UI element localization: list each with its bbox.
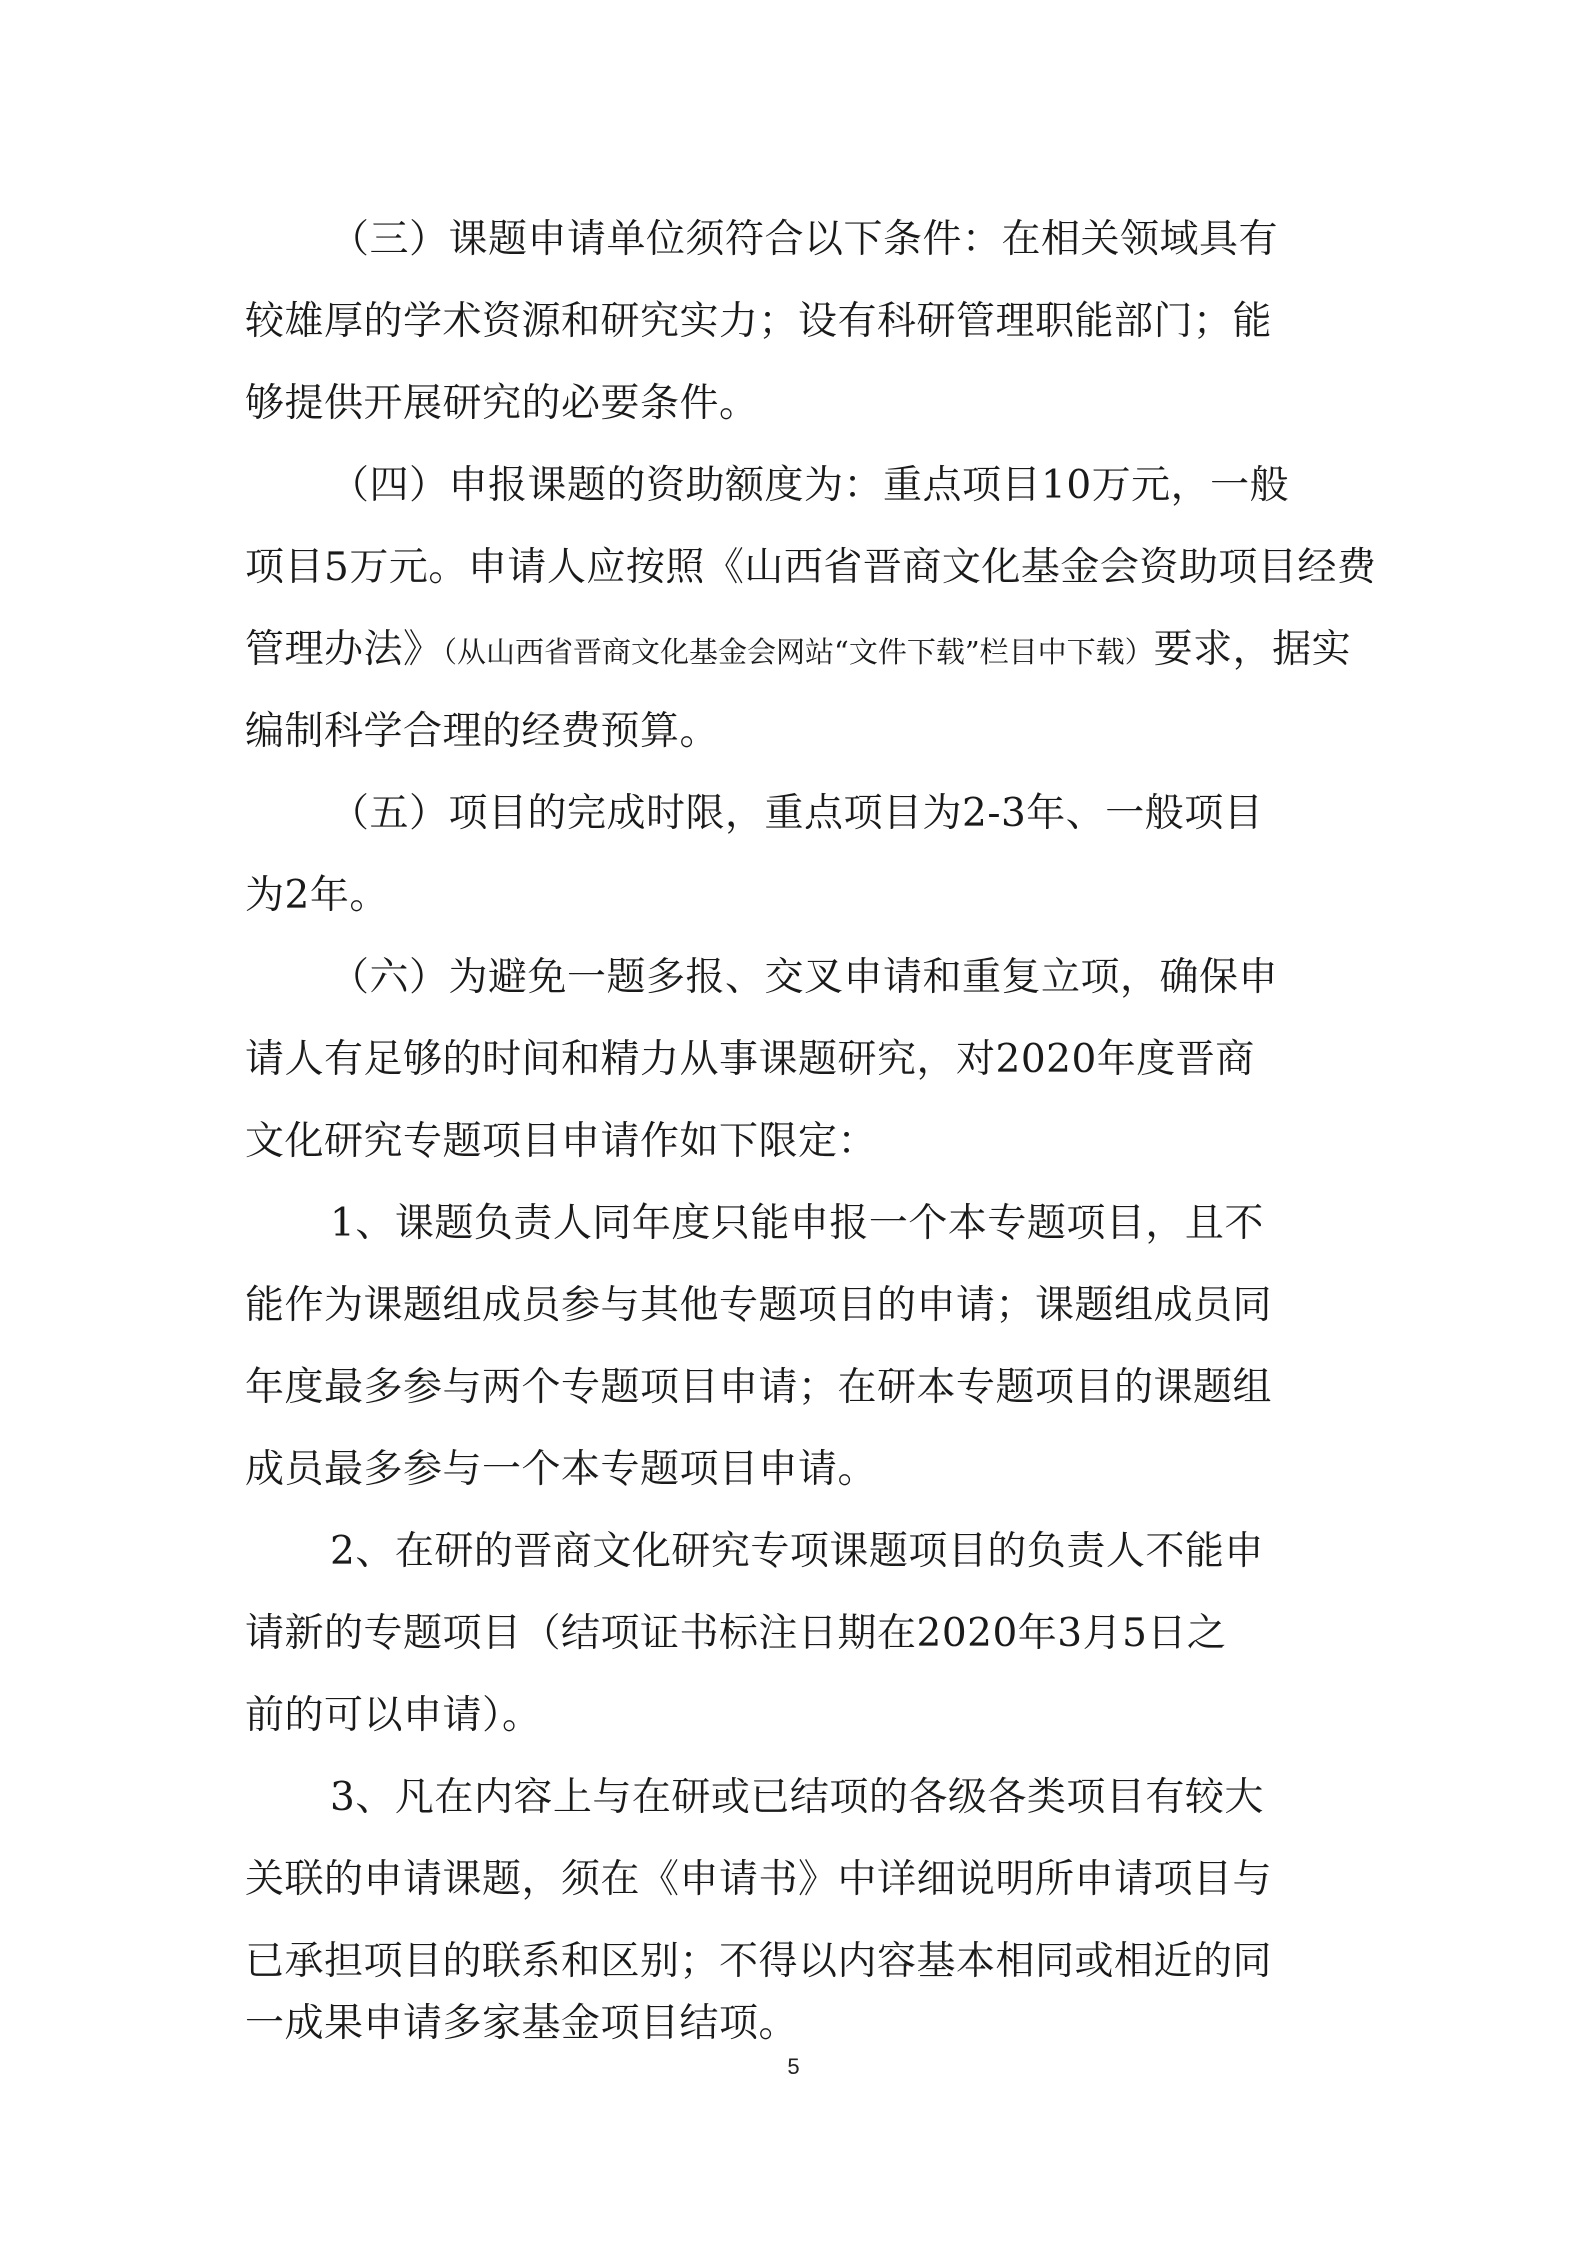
paragraph-text: 要求，据实 [1153,627,1352,672]
paragraph-line: （三）课题申请单位须符合以下条件：在相关领域具有 [330,217,1279,262]
paragraph-line: 3、凡在内容上与在研或已结项的各级各类项目有较大 [330,1775,1264,1820]
paragraph-line: 一成果申请多家基金项目结项。 [245,2001,799,2046]
paragraph-line: 成员最多参与一个本专题项目申请。 [245,1447,878,1492]
paragraph-line: 文化研究专题项目申请作如下限定： [245,1119,878,1164]
paragraph-line: 较雄厚的学术资源和研究实力；设有科研管理职能部门；能 [245,299,1273,344]
paragraph-line: 能作为课题组成员参与其他专题项目的申请；课题组成员同 [245,1283,1273,1328]
paragraph-line: 够提供开展研究的必要条件。 [245,381,759,426]
paragraph-line: （六）为避免一题多报、交叉申请和重复立项，确保申 [330,955,1279,1000]
paragraph-line: 关联的申请课题，须在《申请书》中详细说明所申请项目与 [245,1857,1273,1902]
page-number: 5 [787,2054,800,2079]
paragraph-line: 2、在研的晋商文化研究专项课题项目的负责人不能申 [330,1529,1264,1574]
paragraph-text: 管理办法》 [245,627,443,672]
small-note: （从山西省晋商文化基金会网站“文件下载”栏目中下载） [442,635,1154,669]
paragraph-line: （五）项目的完成时限，重点项目为2-3年、一般项目 [330,791,1264,836]
paragraph-line: 请新的专题项目（结项证书标注日期在2020年3月5日之 [245,1611,1227,1656]
paragraph-line: 前的可以申请）。 [245,1693,542,1738]
paragraph-line: （四）申报课题的资助额度为：重点项目10万元，一般 [330,463,1290,508]
paragraph-line: 已承担项目的联系和区别；不得以内容基本相同或相近的同 [245,1939,1273,1984]
paragraph-line: 1、课题负责人同年度只能申报一个本专题项目，且不 [330,1201,1264,1246]
paragraph-line [245,620,1351,680]
paragraph-line: 项目5万元。申请人应按照《山西省晋商文化基金会资助项目经费 [245,545,1377,590]
paragraph-line: 为2年。 [245,873,389,918]
paragraph-line: 编制科学合理的经费预算。 [245,709,720,754]
paragraph-line: 年度最多参与两个专题项目申请；在研本专题项目的课题组 [245,1365,1273,1410]
paragraph-line: 请人有足够的时间和精力从事课题研究，对2020年度晋商 [245,1037,1255,1082]
